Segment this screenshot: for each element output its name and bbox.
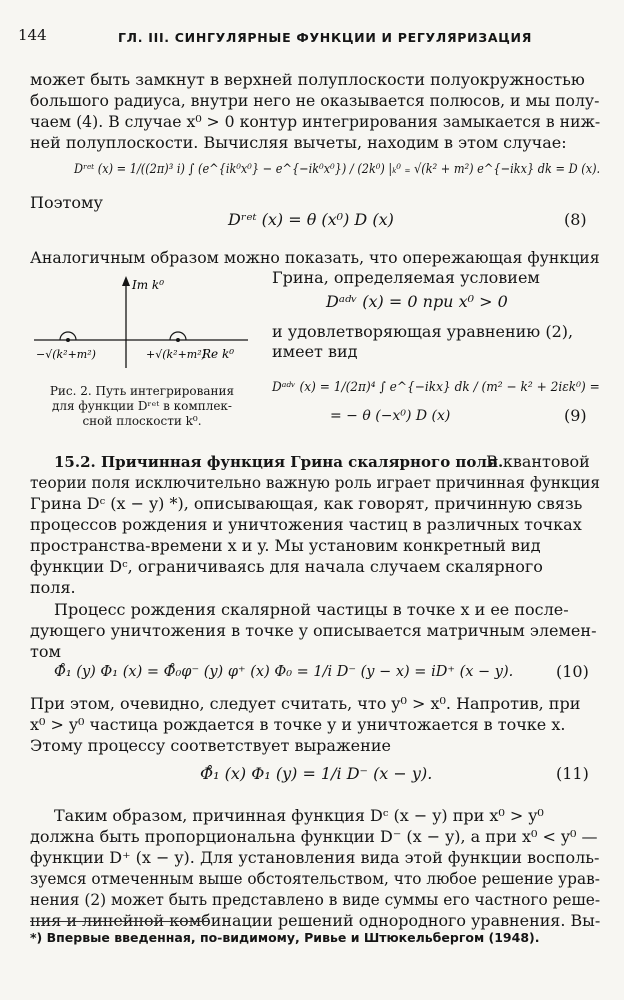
text-line: В квантовой — [486, 452, 590, 471]
text-line: может быть замкнут в верхней полуплоскости полуокружностью — [30, 70, 585, 89]
text-line: ней полуплоскости. Вычисляя вычеты, находим в этом случае: — [30, 133, 567, 152]
text-line: поля. — [30, 578, 76, 597]
text-line: том — [30, 642, 61, 661]
text-line: процессов рождения и уничтожения частиц в различных точках — [30, 515, 582, 534]
text-line: функции D⁺ (x − y). Для установления вида этой функции восполь- — [30, 848, 600, 867]
equation-8: Dʳᵉᵗ (x) = θ (x⁰) D (x) — [228, 210, 394, 229]
figure-caption-2: для функции Dʳᵉᵗ в комплек- — [52, 399, 232, 413]
text-line: должна быть пропорциональна функции D⁻ (x − y), а при x⁰ < y⁰ — — [30, 827, 598, 846]
text-line: ния и линейной комбинации решений однородного уравнения. Вы- — [30, 911, 601, 930]
equation-number-10: (10) — [556, 662, 589, 681]
text-line: теории поля исключительно важную роль играет причинная функция — [30, 473, 600, 492]
equation-10: Φ̊₁ (y) Φ₁ (x) = Φ̊₀φ⁻ (y) φ⁺ (x) Φ₀ = 1/i D⁻ (y − x) = iD⁺ (x − y). — [54, 664, 514, 680]
text-line: чаем (4). В случае x⁰ > 0 контур интегрирования замыкается в ниж- — [30, 112, 601, 131]
footnote-rule — [30, 921, 210, 922]
running-head: ГЛ. III. СИНГУЛЯРНЫЕ ФУНКЦИИ И РЕГУЛЯРИЗАЦИЯ — [118, 30, 533, 45]
axis-label-im: Im k⁰ — [132, 278, 165, 292]
equation-9b: = − θ (−x⁰) D (x) — [330, 408, 451, 424]
text-line: Грина, определяемая условием — [272, 268, 540, 287]
text-line: Таким образом, причинная функция Dᶜ (x − y) при x⁰ > y⁰ — [54, 806, 544, 825]
figure-caption-3: сной плоскости k⁰. — [82, 414, 202, 428]
text-line: и удовлетворяющая уравнению (2), — [272, 322, 574, 341]
pole-left — [66, 338, 70, 342]
pole-right — [176, 338, 180, 342]
text-line: функции Dᶜ, ограничиваясь для начала случаем скалярного — [30, 557, 543, 576]
text-line: Процесс рождения скалярной частицы в точке x и ее после- — [54, 600, 569, 619]
im-axis-arrow — [122, 276, 130, 286]
text-line: Аналогичным образом можно показать, что опережающая функция — [30, 248, 600, 267]
equation-11: Φ̊₁ (x) Φ₁ (y) = 1/i D⁻ (x − y). — [200, 764, 433, 783]
text-line: большого радиуса, внутри него не оказывается полюсов, и мы полу- — [30, 91, 600, 110]
axis-label-re: Re k⁰ — [202, 347, 235, 361]
equation-9a: Dᵃᵈᵛ (x) = 1/(2π)⁴ ∫ e^{−ikx} dk / (m² − k² + 2iεk⁰) = — [272, 380, 600, 395]
text-line: Поэтому — [30, 193, 103, 212]
equation-number-8: (8) — [564, 210, 587, 229]
text-line: зуемся отмеченным выше обстоятельством, что любое решение урав- — [30, 869, 600, 888]
equation-dret: Dʳᵉᵗ (x) = 1/((2π)³ i) ∫ (e^{ik⁰x⁰} − e^{−ik⁰x⁰}) / (2k⁰) |ₖ⁰ ₌ √(k² + m²) e^{−ikx} dk = D (x). — [74, 162, 601, 177]
equation-number-11: (11) — [556, 764, 589, 783]
text-line: Грина Dᶜ (x − y) *), описывающая, как говорят, причинную связь — [30, 494, 583, 513]
footnote: *) Впервые введенная, по-видимому, Ривье и Штюкельбергом (1948). — [30, 930, 540, 945]
text-line: имеет вид — [272, 342, 358, 361]
figure-caption-1: Рис. 2. Путь интегрирования — [49, 384, 235, 398]
adv-condition: Dᵃᵈᵛ (x) = 0 при x⁰ > 0 — [326, 292, 508, 311]
contour-figure — [30, 272, 260, 372]
text-line: x⁰ > y⁰ частица рождается в точке y и уничтожается в точке x. — [30, 715, 566, 734]
text-line: пространства-времени x и y. Мы установим конкретный вид — [30, 536, 541, 555]
text-line: нения (2) может быть представлено в виде суммы его частного реше- — [30, 890, 601, 909]
text-line: дующего уничтожения в точке y описывается матричным элемен- — [30, 621, 597, 640]
equation-number-9: (9) — [564, 406, 587, 425]
page-number: 144 — [18, 26, 47, 44]
text-line: Этому процессу соответствует выражение — [30, 736, 391, 755]
pole-label-right: +√(k²+m²) — [146, 348, 206, 361]
text-line: При этом, очевидно, следует считать, что y⁰ > x⁰. Напротив, при — [30, 694, 581, 713]
pole-label-left: −√(k²+m²) — [36, 348, 96, 361]
section-heading: 15.2. Причинная функция Грина скалярного поля. — [54, 453, 504, 471]
